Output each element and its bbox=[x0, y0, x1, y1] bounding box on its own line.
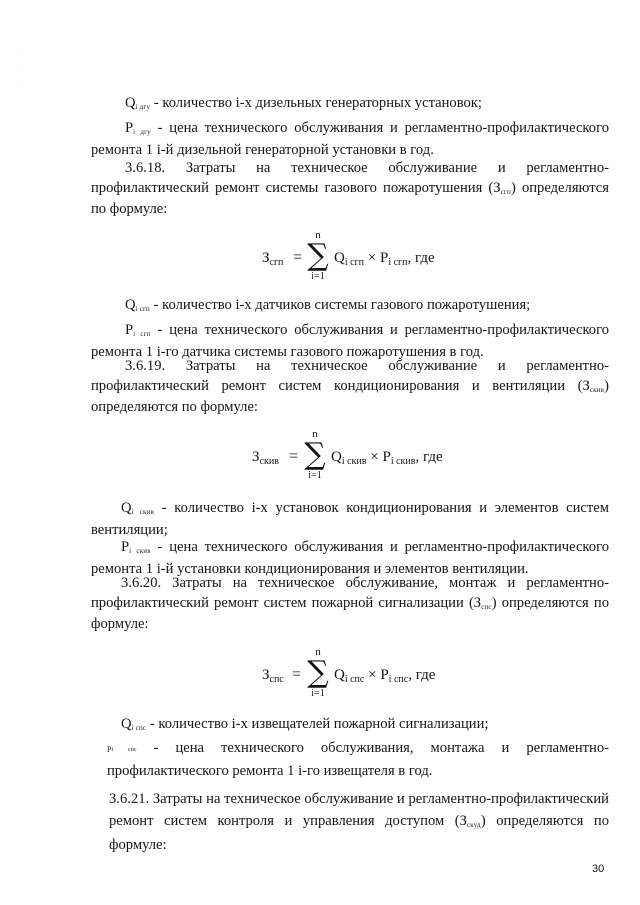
formula-rhs bbox=[331, 449, 443, 466]
symbol-subscript: i скив bbox=[129, 547, 151, 555]
section-tail: ) определяются по формуле: bbox=[91, 377, 609, 416]
page-number: 30 bbox=[592, 863, 605, 875]
p-symbol: P bbox=[379, 250, 389, 266]
q-symbol: Q bbox=[331, 449, 342, 465]
formula-tail: , где bbox=[408, 667, 436, 683]
section-tail: ) определяются по формуле: bbox=[91, 179, 609, 218]
section-3-6-18 bbox=[91, 159, 609, 220]
formula-tail: , где bbox=[415, 449, 443, 465]
symbol: P bbox=[125, 120, 134, 136]
scan-specks: · · · bbox=[20, 49, 22, 86]
section-text: 3.6.21. Затраты на техническое обслуживание и регламентно-профилактический ремонт систем контроля и управления доступом (З bbox=[109, 791, 609, 829]
sum-lower: i=1 bbox=[311, 271, 325, 282]
definition-text: - количество i-х извещателей пожарной сигнализации; bbox=[146, 716, 489, 732]
formula-lhs bbox=[262, 250, 283, 267]
formula-sps bbox=[262, 646, 472, 706]
times-sign: × bbox=[368, 667, 377, 683]
formula-rhs bbox=[334, 667, 435, 684]
definition-text: - количество i-х датчиков системы газового пожаротушения; bbox=[149, 297, 531, 313]
definition-text: - количество i-х дизельных генераторных установок; bbox=[150, 95, 482, 111]
definition-text: - цена технического обслуживания и регламентно-профилактического ремонта 1 i-й дизельной генераторной установки в год. bbox=[91, 120, 609, 158]
symbol: P bbox=[121, 539, 130, 555]
def-p-skiv bbox=[91, 538, 609, 579]
formula-tail: , где bbox=[407, 250, 435, 266]
def-q-sps bbox=[91, 715, 609, 737]
q-subscript: i скив bbox=[341, 456, 367, 467]
q-symbol: Q bbox=[334, 250, 345, 266]
symbol: Q bbox=[121, 716, 132, 732]
cost-subscript: скуд bbox=[466, 821, 481, 829]
sum-lower: i=1 bbox=[311, 688, 325, 699]
equals-sign: = bbox=[292, 666, 302, 683]
q-subscript: i сгп bbox=[344, 257, 365, 268]
lhs-symbol: З bbox=[262, 667, 270, 683]
def-p-dgu bbox=[91, 119, 609, 160]
definition-text: - цена технического обслуживания, монтажа и регламентно-профилактического ремонта 1 i-го извещателя в год. bbox=[107, 740, 609, 779]
section-tail: ) определяются по формуле: bbox=[109, 813, 609, 853]
symbol-subscript: i дгу bbox=[133, 128, 151, 136]
times-sign: × bbox=[370, 449, 379, 465]
sigma-symbol: ∑ bbox=[307, 238, 329, 273]
formula-skiv bbox=[252, 428, 472, 488]
symbol-subscript: i спс bbox=[131, 724, 147, 732]
symbol-subscript: i скив bbox=[131, 508, 155, 516]
sigma-symbol: ∑ bbox=[307, 655, 329, 690]
sum-upper: n bbox=[315, 229, 321, 241]
symbol-subscript: i дгу bbox=[135, 103, 151, 111]
symbol-subscript: i спс bbox=[111, 747, 137, 753]
formula-rhs bbox=[334, 250, 435, 267]
equals-sign: = bbox=[289, 448, 299, 465]
section-text: 3.6.18. Затраты на техническое обслуживание и регламентно-профилактический ремонт системы газового пожаротушения (З bbox=[91, 160, 609, 196]
sum-upper: n bbox=[312, 428, 318, 440]
symbol: P bbox=[125, 322, 134, 338]
lhs-subscript: сгп bbox=[269, 257, 284, 268]
cost-subscript: спс bbox=[481, 602, 492, 611]
symbol-subscript: i сгп bbox=[133, 330, 151, 338]
definition-text: - цена технического обслуживания и регламентно-профилактического ремонта 1 i-го датчика системы газового пожаротушения в год. bbox=[91, 322, 610, 360]
sigma-symbol: ∑ bbox=[304, 437, 326, 472]
def-p-sps bbox=[107, 739, 609, 781]
sum-operator bbox=[305, 229, 331, 282]
section-text: 3.6.19. Затраты на техническое обслуживание и регламентно-профилактический ремонт систем кондиционирования и вентиляции (З bbox=[91, 358, 609, 394]
section-3-6-20 bbox=[91, 574, 609, 635]
equals-sign: = bbox=[293, 249, 303, 266]
definition-text: - цена технического обслуживания и регламентно-профилактического ремонта 1 i-й установки кондиционирования и элементов вентиляции. bbox=[91, 539, 609, 577]
cost-subscript: сгп bbox=[500, 187, 511, 196]
cost-subscript: скив bbox=[589, 385, 605, 394]
formula-sgp bbox=[262, 229, 462, 289]
lhs-subscript: спс bbox=[269, 674, 284, 685]
lhs-symbol: З bbox=[252, 449, 260, 465]
symbol: Q bbox=[125, 95, 136, 111]
times-sign: × bbox=[367, 250, 377, 266]
section-3-6-19 bbox=[91, 357, 609, 418]
def-q-skiv bbox=[91, 499, 609, 540]
sum-upper: n bbox=[315, 646, 321, 658]
p-subscript: i сгп bbox=[388, 257, 408, 268]
p-subscript: i спс bbox=[388, 674, 409, 685]
symbol-subscript: i сгп bbox=[135, 305, 150, 313]
def-q-dgu bbox=[91, 94, 609, 116]
def-p-sgp bbox=[91, 321, 609, 362]
p-symbol: P bbox=[382, 449, 391, 465]
sum-lower: i=1 bbox=[308, 470, 322, 481]
symbol: P bbox=[107, 745, 112, 754]
formula-lhs bbox=[262, 667, 284, 684]
section-tail: ) определяются по формуле: bbox=[91, 594, 609, 633]
section-3-6-21 bbox=[109, 788, 609, 856]
q-subscript: i спс bbox=[344, 674, 365, 685]
sum-operator bbox=[302, 428, 328, 481]
definition-text: - количество i-х установок кондиционирования и элементов систем вентиляции; bbox=[91, 500, 609, 538]
lhs-subscript: скив bbox=[259, 456, 279, 467]
p-subscript: i скив bbox=[390, 456, 416, 467]
q-symbol: Q bbox=[334, 667, 345, 683]
section-text: 3.6.20. Затраты на техническое обслуживание, монтаж и регламентно-профилактический ремонт систем пожарной сигнализации (З bbox=[91, 575, 609, 611]
def-q-sgp bbox=[91, 296, 609, 318]
symbol: Q bbox=[121, 500, 132, 516]
p-symbol: P bbox=[380, 667, 389, 683]
sum-operator bbox=[305, 646, 331, 699]
formula-lhs bbox=[252, 449, 279, 466]
lhs-symbol: З bbox=[262, 250, 270, 266]
symbol: Q bbox=[125, 297, 136, 313]
